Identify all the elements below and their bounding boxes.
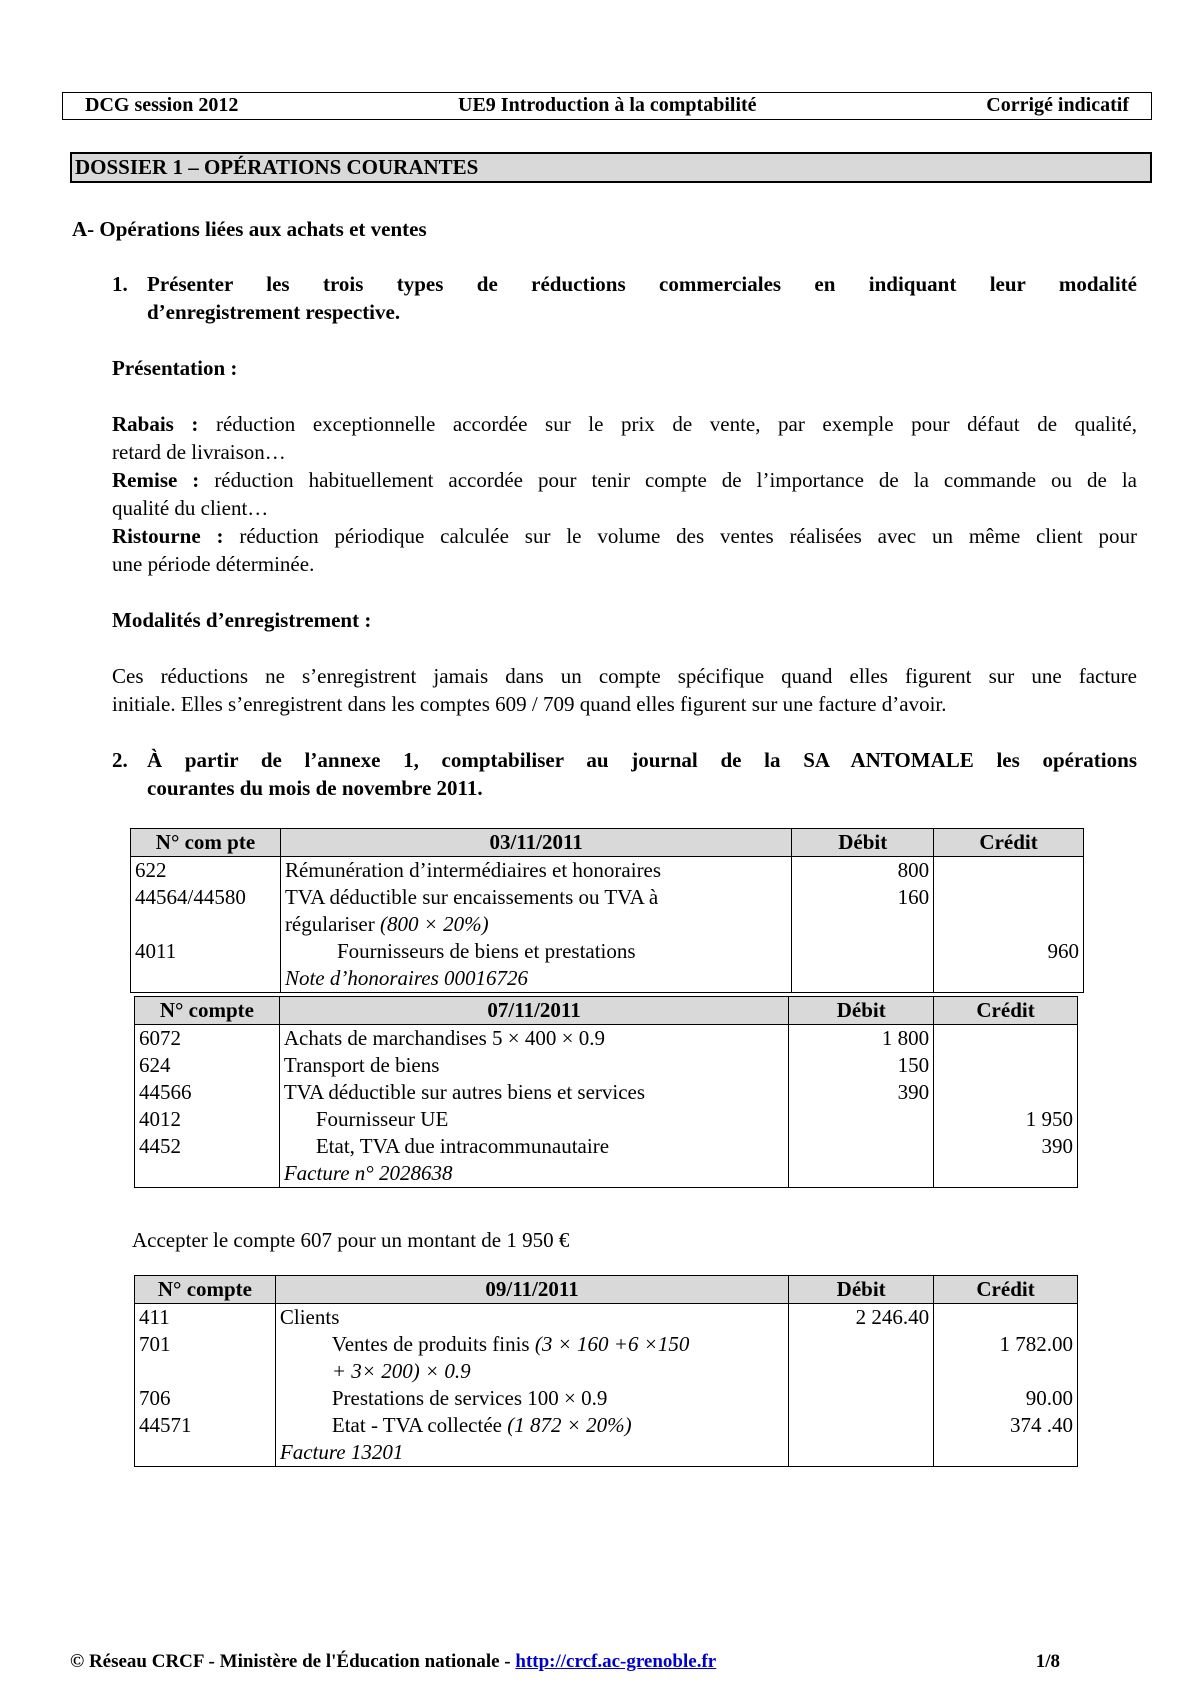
account-cell: 706 xyxy=(135,1385,276,1412)
col-date: 03/11/2011 xyxy=(280,829,791,857)
label-cell: TVA déductible sur encaissements ou TVA à xyxy=(280,884,791,911)
q2-number: 2. xyxy=(112,748,128,772)
q2-line2: courantes du mois de novembre 2011. xyxy=(147,776,483,800)
label-formula: (3 × 160 +6 ×150 xyxy=(534,1332,690,1356)
rabais-def: réduction exceptionnelle accordée sur le prix de vente, par exemple pour défaut de qualité, xyxy=(198,412,1137,436)
label-text: Ventes de produits finis xyxy=(331,1332,535,1356)
q1-number: 1. xyxy=(112,272,128,296)
label-cell: Fournisseurs de biens et prestations xyxy=(280,938,791,965)
table-row xyxy=(135,1106,1078,1133)
label-formula: (1 872 × 20%) xyxy=(507,1413,632,1437)
account-cell: 4011 xyxy=(131,938,281,965)
modalites-label: Modalités d’enregistrement : xyxy=(112,608,372,632)
table-row xyxy=(135,1079,1078,1106)
label-cell: Achats de marchandises 5 × 400 × 0.9 xyxy=(279,1025,788,1053)
debit-cell xyxy=(789,1133,934,1160)
rabais-term: Rabais : xyxy=(112,412,199,436)
col-debit: Débit xyxy=(792,829,934,857)
account-cell xyxy=(131,911,281,938)
journal-entry-03-11 xyxy=(130,828,1084,993)
modalites-line1: Ces réductions ne s’enregistrent jamais dans un compte spécifique quand elles figurent sur une facture xyxy=(112,664,1137,688)
debit-cell xyxy=(789,1412,934,1439)
credit-cell xyxy=(934,884,1084,911)
accept-note: Accepter le compte 607 pour un montant de 1 950 € xyxy=(132,1228,570,1252)
account-cell: 4012 xyxy=(135,1106,280,1133)
document-ref: Facture n° 2028638 xyxy=(279,1160,788,1188)
credit-cell xyxy=(934,1304,1078,1332)
table-row xyxy=(131,884,1084,911)
credit-cell: 390 xyxy=(934,1133,1078,1160)
table-row xyxy=(135,1025,1078,1053)
credit-cell xyxy=(934,1079,1078,1106)
debit-cell xyxy=(789,1331,934,1358)
page-footer xyxy=(70,1651,1060,1673)
debit-cell: 150 xyxy=(789,1052,934,1079)
credit-cell xyxy=(934,1160,1078,1188)
label-cell: Fournisseur UE xyxy=(279,1106,788,1133)
debit-cell: 1 800 xyxy=(789,1025,934,1053)
debit-cell xyxy=(792,938,934,965)
credit-cell: 960 xyxy=(934,938,1084,965)
col-debit: Débit xyxy=(789,1276,934,1304)
debit-cell xyxy=(792,911,934,938)
debit-cell: 390 xyxy=(789,1079,934,1106)
label-cell: Prestations de services 100 × 0.9 xyxy=(275,1385,788,1412)
credit-cell xyxy=(934,857,1084,885)
debit-cell xyxy=(789,1439,934,1467)
table-row xyxy=(131,911,1084,938)
col-credit: Crédit xyxy=(934,1276,1078,1304)
credit-cell xyxy=(934,1025,1078,1053)
debit-cell xyxy=(792,965,934,993)
account-cell: 6072 xyxy=(135,1025,280,1053)
table-row xyxy=(135,1133,1078,1160)
credit-cell: 374 .40 xyxy=(934,1412,1078,1439)
label-formula: (800 × 20%) xyxy=(379,912,489,936)
account-cell xyxy=(135,1160,280,1188)
account-cell: 44566 xyxy=(135,1079,280,1106)
label-text: régulariser xyxy=(284,912,380,936)
ristourne-line2: une période déterminée. xyxy=(112,552,315,576)
remise-line1 xyxy=(112,466,1137,494)
table-row xyxy=(135,1439,1078,1467)
document-ref: Facture 13201 xyxy=(275,1439,788,1467)
col-account: N° compte xyxy=(135,997,280,1025)
credit-cell xyxy=(934,965,1084,993)
header-course: UE9 Introduction à la comptabilité xyxy=(458,94,757,116)
credit-cell xyxy=(934,1052,1078,1079)
journal-entry-07-11 xyxy=(134,996,1078,1188)
table-row xyxy=(135,1385,1078,1412)
ristourne-term: Ristourne : xyxy=(112,524,224,548)
table-row xyxy=(135,1331,1078,1358)
debit-cell: 160 xyxy=(792,884,934,911)
debit-cell xyxy=(789,1358,934,1385)
dossier-title: DOSSIER 1 – OPÉRATIONS COURANTES xyxy=(70,152,1152,183)
credit-cell xyxy=(934,1358,1078,1385)
ristourne-def: réduction périodique calculée sur le volume des ventes réalisées avec un même client pour xyxy=(223,524,1137,548)
account-cell: 622 xyxy=(131,857,281,885)
debit-cell xyxy=(789,1385,934,1412)
footer-link[interactable]: http://crcf.ac-grenoble.fr xyxy=(515,1651,717,1672)
page-header xyxy=(62,92,1152,120)
label-cell: Transport de biens xyxy=(279,1052,788,1079)
credit-cell xyxy=(934,1439,1078,1467)
table-header-row xyxy=(135,1276,1078,1304)
account-cell: 411 xyxy=(135,1304,276,1332)
account-cell xyxy=(131,965,281,993)
account-cell xyxy=(135,1358,276,1385)
debit-cell xyxy=(789,1160,934,1188)
col-credit: Crédit xyxy=(934,829,1084,857)
credit-cell xyxy=(934,911,1084,938)
modalites-line2: initiale. Elles s’enregistrent dans les comptes 609 / 709 quand elles figurent sur une facture d’avoir. xyxy=(112,692,947,716)
col-credit: Crédit xyxy=(934,997,1078,1025)
col-account: N° com pte xyxy=(131,829,281,857)
col-account: N° compte xyxy=(135,1276,276,1304)
table-row xyxy=(135,1160,1078,1188)
label-cell xyxy=(275,1331,788,1358)
page-number: 1/8 xyxy=(1035,1651,1060,1672)
q1-line1: Présenter les trois types de réductions commerciales en indiquant leur modalité xyxy=(147,272,1137,296)
journal-entry-09-11 xyxy=(134,1275,1078,1467)
credit-cell: 1 782.00 xyxy=(934,1331,1078,1358)
table-row xyxy=(135,1052,1078,1079)
q2-line1: À partir de l’annexe 1, comptabiliser au journal de la SA ANTOMALE les opérations xyxy=(147,748,1137,772)
header-session: DCG session 2012 xyxy=(85,94,239,116)
table-row xyxy=(135,1304,1078,1332)
account-cell: 624 xyxy=(135,1052,280,1079)
header-status: Corrigé indicatif xyxy=(986,94,1129,116)
rabais-line1 xyxy=(112,410,1137,438)
account-cell: 701 xyxy=(135,1331,276,1358)
col-debit: Débit xyxy=(789,997,934,1025)
rabais-line2: retard de livraison… xyxy=(112,440,286,464)
remise-term: Remise : xyxy=(112,468,200,492)
table-header-row xyxy=(131,829,1084,857)
col-date: 09/11/2011 xyxy=(275,1276,788,1304)
table-row xyxy=(131,938,1084,965)
footer-copyright: © Réseau CRCF - Ministère de l'Éducation nationale - xyxy=(70,1651,516,1672)
table-row xyxy=(131,965,1084,993)
label-formula: + 3× 200) × 0.9 xyxy=(275,1358,788,1385)
label-cell: Clients xyxy=(275,1304,788,1332)
credit-cell: 90.00 xyxy=(934,1385,1078,1412)
label-cell: TVA déductible sur autres biens et services xyxy=(279,1079,788,1106)
label-cell: Etat, TVA due intracommunautaire xyxy=(279,1133,788,1160)
ristourne-line1 xyxy=(112,522,1137,550)
credit-cell: 1 950 xyxy=(934,1106,1078,1133)
debit-cell: 800 xyxy=(792,857,934,885)
section-a-heading: A- Opérations liées aux achats et ventes xyxy=(72,217,427,241)
label-cell xyxy=(280,911,791,938)
document-ref: Note d’honoraires 00016726 xyxy=(280,965,791,993)
table-header-row xyxy=(135,997,1078,1025)
presentation-label: Présentation : xyxy=(112,356,238,380)
label-text: Etat - TVA collectée xyxy=(331,1413,508,1437)
q1-line2: d’enregistrement respective. xyxy=(147,300,401,324)
table-row xyxy=(135,1412,1078,1439)
table-row xyxy=(135,1358,1078,1385)
debit-cell xyxy=(789,1106,934,1133)
debit-cell: 2 246.40 xyxy=(789,1304,934,1332)
table-row xyxy=(131,857,1084,885)
remise-def: réduction habituellement accordée pour tenir compte de l’importance de la commande ou de la xyxy=(199,468,1137,492)
label-cell: Rémunération d’intermédiaires et honoraires xyxy=(280,857,791,885)
label-cell xyxy=(275,1412,788,1439)
account-cell: 44564/44580 xyxy=(131,884,281,911)
account-cell: 4452 xyxy=(135,1133,280,1160)
remise-line2: qualité du client… xyxy=(112,496,269,520)
account-cell xyxy=(135,1439,276,1467)
col-date: 07/11/2011 xyxy=(279,997,788,1025)
account-cell: 44571 xyxy=(135,1412,276,1439)
